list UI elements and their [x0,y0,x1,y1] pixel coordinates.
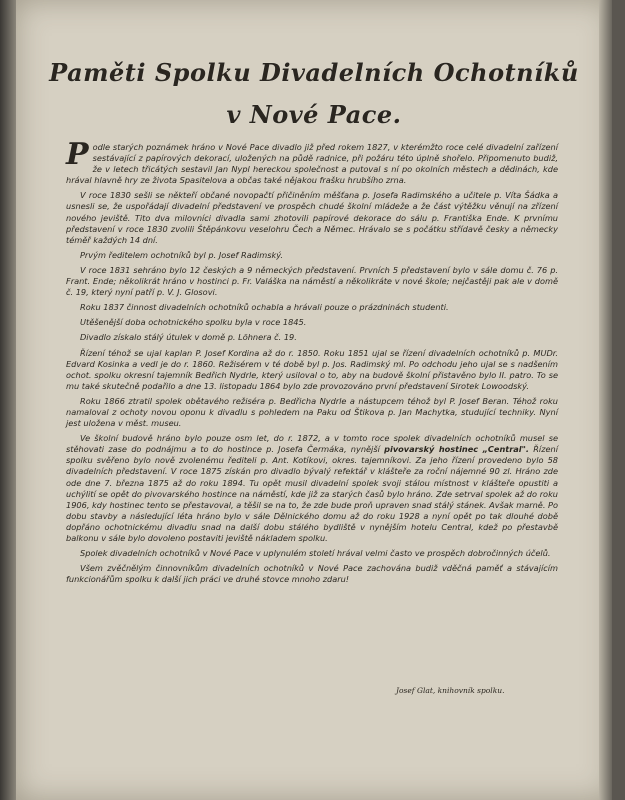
document-page [16,0,612,800]
paragraph-3: Prvým ředitelem ochotníků byl p. Josef Radimský. [80,249,284,260]
paragraph-5: Roku 1837 činnost divadelních ochotníků ochabla a hrávali pouze o prázdninách studenti. [80,302,449,313]
paragraph-2: V roce 1830 sešli se někteří občané novopačtí přičiněním měšťana p. Josefa Radimského a učitele p. Víta Šádka a usnesli se, že uspořádají divadelní představení ve prospěch chudé školní mládeže a že část výtěžku věnují na zřízení nového jeviště. Tito dva milovníci divadla sami zhotovili papírové dekorace do sálu p. Františka Ende. K prvnímu představení v roce 1830 zvolili Štěpánkovu veselohru Čech a Němec. Hrávalo se s počátku střídavě česky a německy téměř každých 14 dní. [66,190,558,245]
paragraph-9: Roku 1866 ztratil spolek obětavého režiséra p. Bedřicha Nydrle a nástupcem téhož byl P. Josef Beran. Téhož roku namaloval z ochoty novou oponu k divadlu s pohledem na Paku od Štikova p. Jan Machytka, studující techniky. Nyní jest uložena v měst. museu. [66,395,558,429]
paragraph-10-part-a: Ve školní budově hráno bylo pouze osm let, do r. 1872, a v tomto roce spolek divadelních ochotníků musel se stěhovati zase do podnájmu a to do hostince p. Josefa Čermáka, nynější [66,433,558,455]
paragraph-10-hostinec-name: pivovarský hostinec „Central". [384,444,529,455]
document-body [66,137,558,589]
paragraph-10-part-c: Řízení spolku svěřeno bylo nově zvolenému řediteli p. Ant. Kotíkovi, okres. tajemníkovi. Za jeho řízení provedeno bylo 58 divadelních představení. V roce 1875 získán pro divadlo bývalý refektář v klášteře za roční nájemné 90 zl. Hráno zde ode dne 7. března 1875 až do roku 1894. Tu opět musil divadelní spolek svoji stálou místnost v klášteře opustiti a uchýlití se opět do pivovarského hostince na náměstí, kde již za starých časů bylo hráno. Zde setrval spolek až do roku 1906, kdy hostinec tento se přestavoval, a těšil se na to, že zde bude proň upraven snad stálý stánek. Avšak marně. Po dobu stavby a následující léta hráno bylo v sále Dělnického domu až do roku 1928 a nyní opět po tak dlouhé době dopřáno ochotnickému divadlu snad na další dobu stálého bydliště v nynějším hotelu Central, kdež po přestavbě balkonu v sále bylo dovoleno postaviti jeviště nákladem spolku. [66,444,558,543]
paragraph-8: Řízení téhož se ujal kaplan P. Josef Kordina až do r. 1850. Roku 1851 ujal se řízení divadelních ochotníků p. MUDr. Edvard Kosinka a vedl je do r. 1860. Režisérem v té době byl p. Jos. Radimský ml. Po odchodu jeho ujal se s nadšením ochot. spolku okresní tajemník Bedřich Nydrle, který usiloval o to, aby na budově školní přistavěno bylo II. patro. To se mu také skutečně podařilo a dne 13. listopadu 1864 bylo zde provozováno první představení Sirotek Lowoodský. [66,347,558,391]
paragraph-1-text: odle starých poznámek hráno v Nové Pace divadlo již před rokem 1827, v kterémžto roce celé divadelní zařízení sestávající z papírových dekorací, uložených na půdě radnice, při požáru této úplně shořelo. Připomenuto budiž, že v letech třicátých sestavil Jan Nypl hereckou společnost a putoval s ní po okolních městech a dědinách, kde hrával hlavně hry ze života Spasitelova a občas také nějakou frašku hrubšího zrna. [66,142,558,186]
drop-cap: P [66,137,89,172]
document-title-line1: Paměti Spolku Divadelních Ochotníků [49,58,579,87]
paragraph-12: Všem zvěčnělým činnovníkům divadelních ochotníků v Nové Pace zachována budiž vděčná paměť a stávajícím funkcionářům spolku k další jich práci ve druhé stovce mnoho zdaru! [66,563,558,585]
paragraph-6: Utěšenější doba ochotnického spolku byla v roce 1845. [80,317,307,328]
paragraph-1 [66,137,558,186]
paragraph-11: Spolek divadelních ochotníků v Nové Pace v uplynulém století hrával velmi často ve prospěch dobročinných účelů. [80,548,551,559]
paragraph-4: V roce 1831 sehráno bylo 12 českých a 9 německých představení. Prvních 5 představení bylo v sále domu č. 76 p. Frant. Ende; několikrát hráno v hostinci p. Fr. Valáška na náměstí a několikráte v nové škole; nejčastěji pak ale v domě č. 19, který nyní patří p. V. J. Glosovi. [66,264,558,298]
signature: Josef Glat, knihovník spolku. [396,686,505,695]
paragraph-7: Divadlo získalo stálý útulek v domě p. Löhnera č. 19. [80,332,297,343]
paragraph-10 [66,433,558,544]
document-title-line2: v Nové Pace. [226,100,402,129]
book-binding-edge [0,0,16,800]
